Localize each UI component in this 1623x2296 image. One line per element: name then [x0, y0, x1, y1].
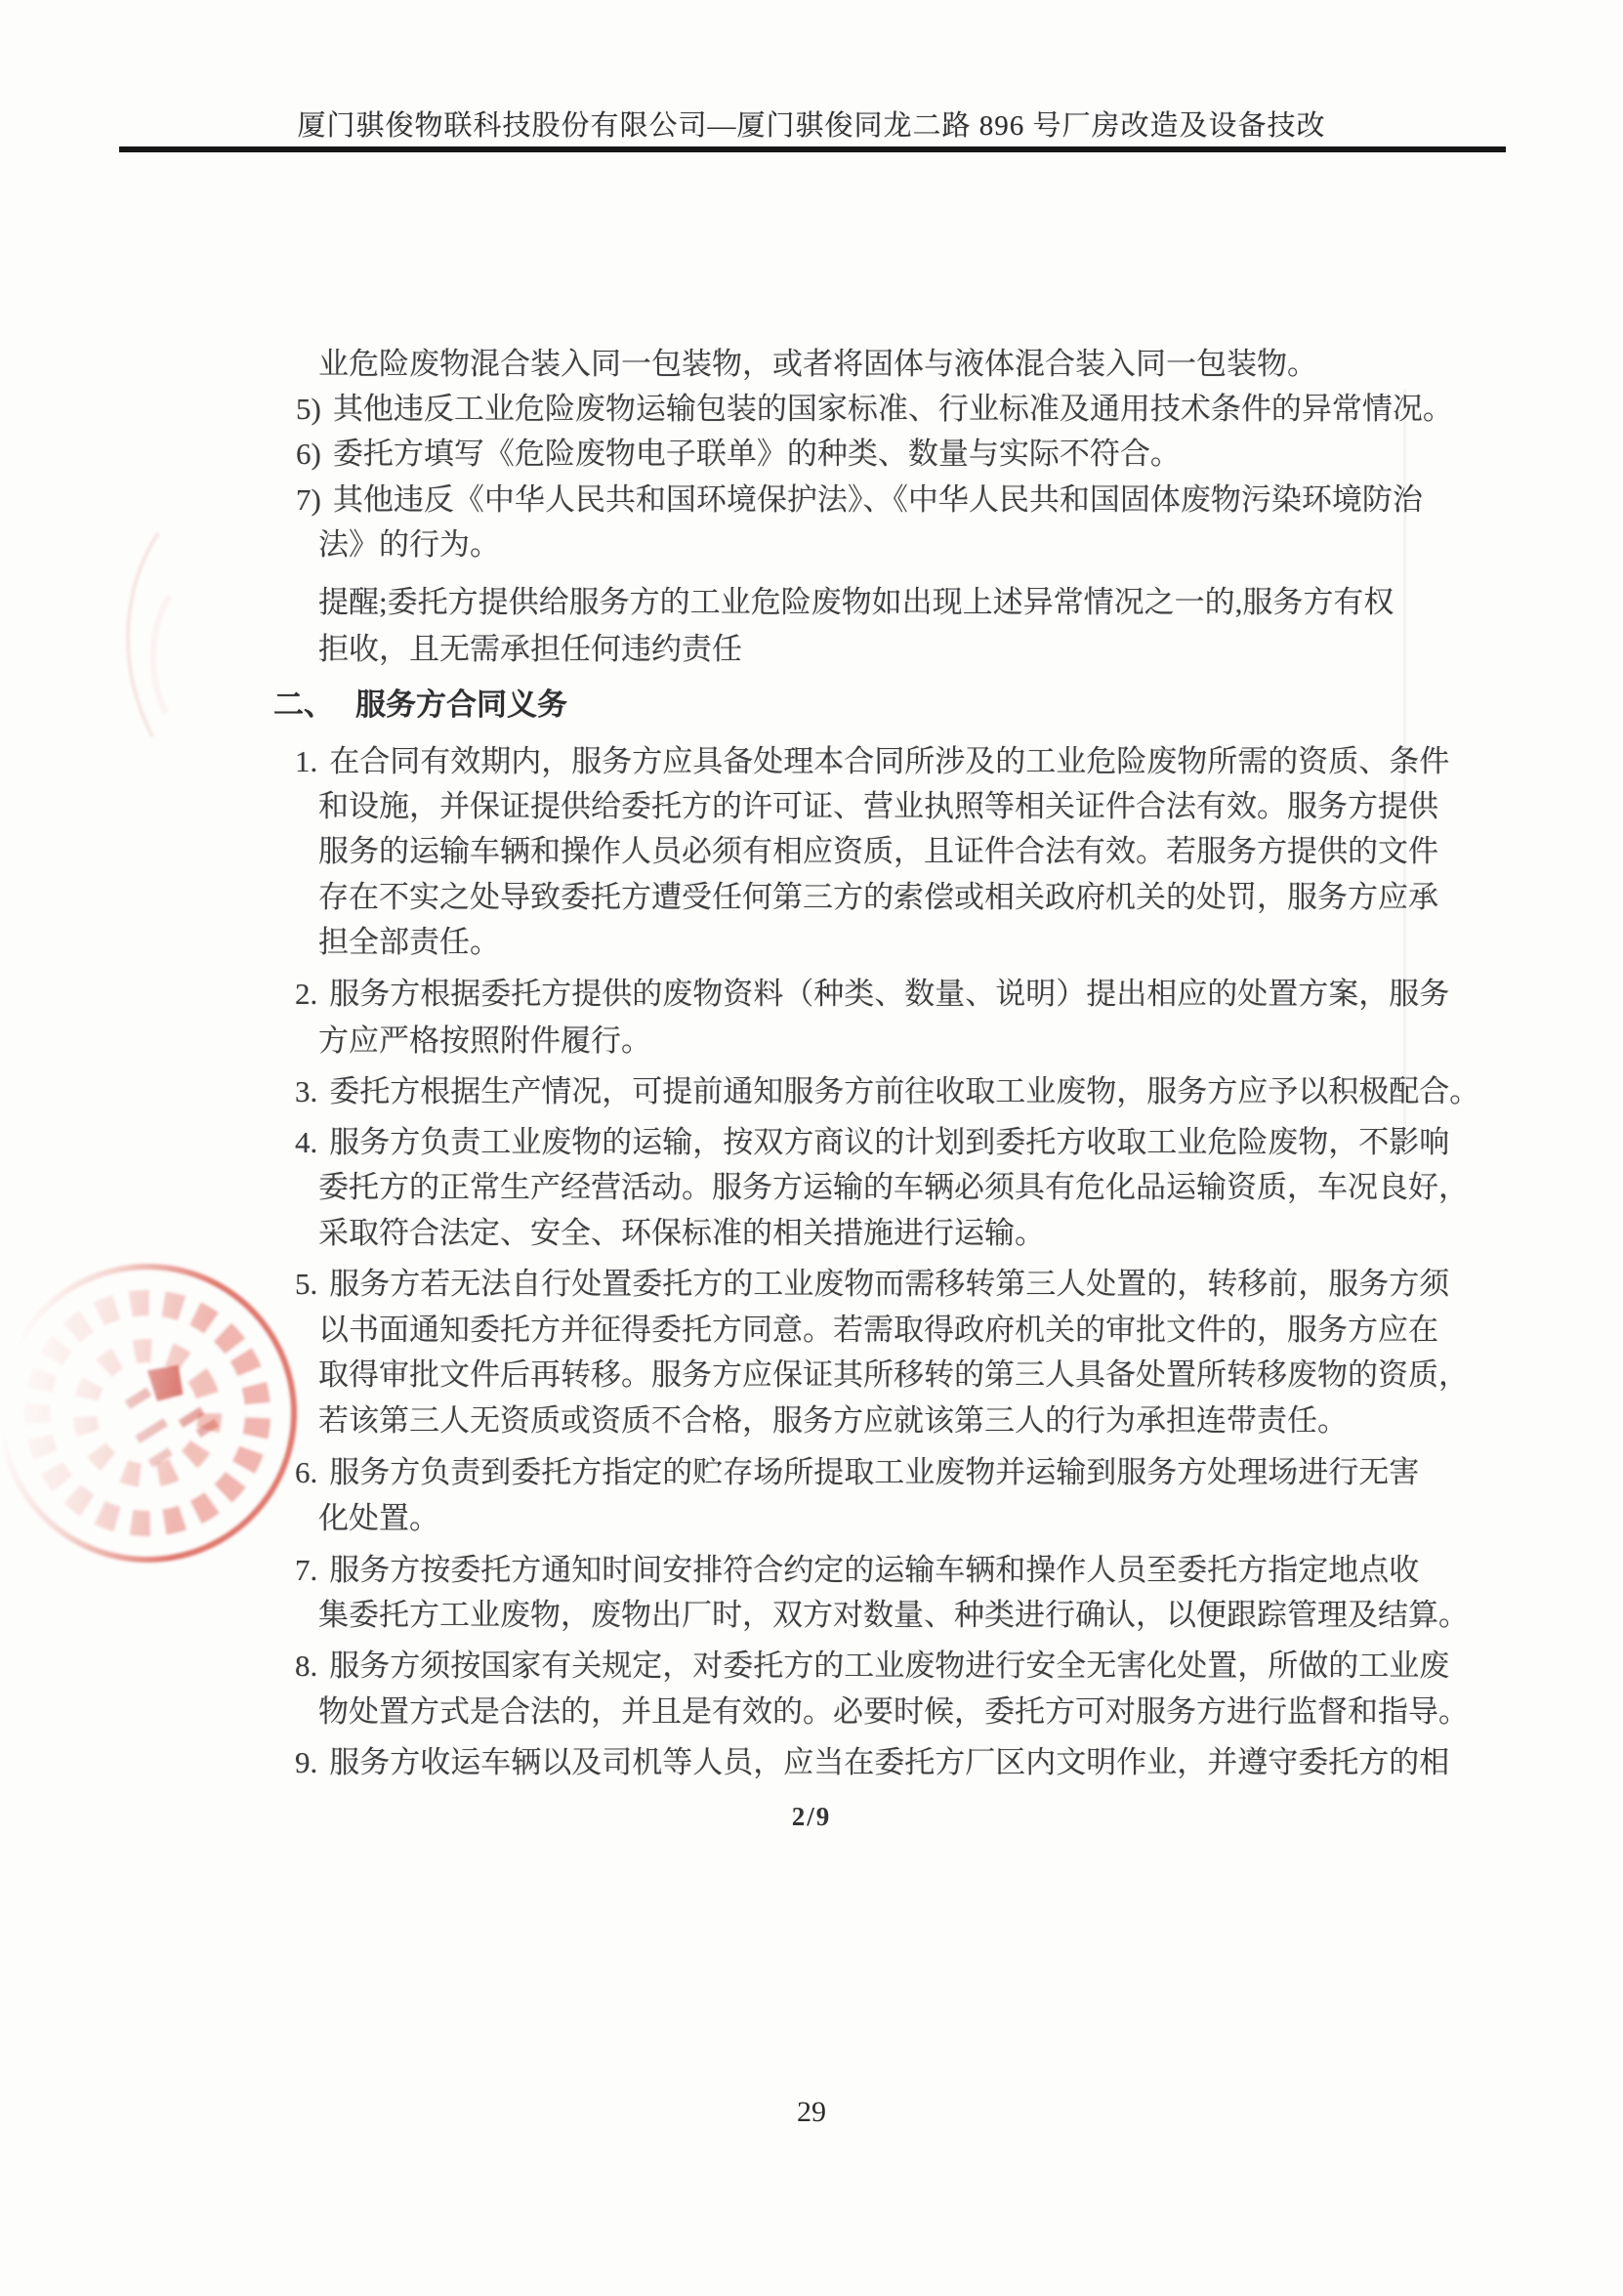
contract-line — [318, 787, 1438, 826]
line-number: 7. — [295, 1553, 318, 1587]
contract-line — [295, 1647, 1449, 1686]
contract-line — [296, 480, 1423, 520]
contract-line — [318, 1356, 1469, 1395]
line-number: 3. — [295, 1074, 318, 1108]
line-number: 6) — [296, 437, 321, 471]
header-divider-rule — [119, 146, 1506, 152]
company-seal-stamp-icon — [0, 1244, 316, 1582]
line-text: 服务的运输车辆和操作人员必须有相应资质，且证件合法有效。若服务方提供的文件 — [318, 834, 1438, 868]
contract-line — [295, 975, 1449, 1014]
contract-line — [318, 1596, 1469, 1635]
line-text: 委托方根据生产情况，可提前通知服务方前往收取工业废物，服务方应予以积极配合。 — [329, 1074, 1480, 1108]
page-number: 29 — [797, 2096, 826, 2128]
line-number: 9. — [295, 1745, 318, 1779]
line-text: 集委托方工业废物，废物出厂时，双方对数量、种类进行确认，以便跟踪管理及结算。 — [318, 1598, 1469, 1632]
contract-line — [318, 1692, 1469, 1732]
section-number: 二、 — [273, 688, 334, 722]
contract-line — [318, 832, 1438, 871]
contract-line — [318, 345, 1317, 384]
line-text: 物处置方式是合法的，并且是有效的。必要时候，委托方可对服务方进行监督和指导。 — [318, 1694, 1469, 1729]
contract-line — [318, 878, 1438, 917]
contract-line — [318, 583, 1394, 622]
line-text: 服务方若无法自行处置委托方的工业废物而需移转第三人处置的，转移前，服务方须 — [329, 1267, 1450, 1301]
contract-line — [296, 390, 1453, 429]
line-text: 若该第三人无资质或资质不合格，服务方应就该第三人的行为承担连带责任。 — [318, 1403, 1348, 1438]
contract-line — [318, 630, 742, 669]
contract-line — [295, 1551, 1419, 1590]
line-number: 8. — [295, 1649, 318, 1683]
page-indicator: 2/9 — [791, 1802, 832, 1831]
contract-line — [318, 1499, 439, 1538]
line-text: 提醒;委托方提供给服务方的工业危险废物如出现上述异常情况之一的,服务方有权 — [318, 585, 1394, 619]
line-number: 1. — [295, 744, 318, 778]
contract-line — [296, 435, 1181, 474]
line-text: 服务方根据委托方提供的废物资料（种类、数量、说明）提出相应的处置方案，服务 — [329, 977, 1450, 1011]
line-text: 服务方按委托方通知时间安排符合约定的运输车辆和操作人员至委托方指定地点收 — [329, 1553, 1420, 1587]
line-text: 担全部责任。 — [318, 925, 500, 959]
contract-line — [318, 1214, 1045, 1253]
contract-line — [295, 1265, 1449, 1304]
line-text: 其他违反《中华人民共和国环境保护法》、《中华人民共和国固体废物污染环境防治 — [332, 482, 1423, 517]
line-text: 委托方的正常生产经营活动。服务方运输的车辆必须具有危化品运输资质，车况良好， — [318, 1170, 1469, 1204]
contract-line — [318, 1311, 1438, 1350]
line-text: 其他违反工业危险废物运输包装的国家标准、行业标准及通用技术条件的异常情况。 — [332, 392, 1453, 426]
line-text: 在合同有效期内，服务方应具备处理本合同所涉及的工业危险废物所需的资质、条件 — [329, 744, 1450, 778]
contract-line — [295, 742, 1449, 781]
line-text: 化处置。 — [318, 1501, 439, 1535]
line-text: 业危险废物混合装入同一包装物，或者将固体与液体混合装入同一包装物。 — [318, 347, 1317, 381]
line-text: 法》的行为。 — [318, 527, 500, 562]
section-heading — [273, 686, 567, 725]
contract-line — [295, 1072, 1479, 1111]
line-text: 服务方负责工业废物的运输，按双方商议的计划到委托方收取工业危险废物，不影响 — [329, 1125, 1450, 1159]
line-text: 以书面通知委托方并征得委托方同意。若需取得政府机关的审批文件的，服务方应在 — [318, 1313, 1438, 1347]
line-number: 4. — [295, 1125, 318, 1159]
line-text: 方应严格按照附件履行。 — [318, 1023, 651, 1058]
section-label: 服务方合同义务 — [355, 688, 567, 722]
contract-line — [318, 923, 500, 962]
line-text: 委托方填写《危险废物电子联单》的种类、数量与实际不符合。 — [332, 437, 1181, 471]
line-number: 5) — [296, 392, 321, 426]
line-number: 6. — [295, 1455, 318, 1489]
line-text: 存在不实之处导致委托方遭受任何第三方的索偿或相关政府机关的处罚，服务方应承 — [318, 880, 1438, 914]
line-text: 和设施，并保证提供给委托方的许可证、营业执照等相关证件合法有效。服务方提供 — [318, 789, 1438, 823]
line-text: 服务方收运车辆以及司机等人员，应当在委托方厂区内文明作业，并遵守委托方的相 — [329, 1745, 1450, 1779]
contract-line — [295, 1743, 1449, 1782]
line-number: 2. — [295, 977, 318, 1011]
line-text: 采取符合法定、安全、环保标准的相关措施进行运输。 — [318, 1216, 1045, 1250]
line-text: 取得审批文件后再转移。服务方应保证其所移转的第三人具备处置所转移废物的资质， — [318, 1357, 1469, 1392]
contract-line — [295, 1123, 1449, 1162]
line-text: 服务方须按国家有关规定，对委托方的工业废物进行安全无害化处置，所做的工业废 — [329, 1649, 1450, 1683]
page-header-title: 厦门骐俊物联科技股份有限公司—厦门骐俊同龙二路 896 号厂房改造及设备技改 — [297, 110, 1326, 142]
contract-line — [318, 1401, 1348, 1440]
faint-stamp-remnant-icon — [102, 527, 189, 772]
contract-line — [295, 1453, 1419, 1492]
line-number: 5. — [295, 1267, 318, 1301]
contract-line — [318, 1168, 1469, 1207]
line-text: 拒收，且无需承担任何违约责任 — [318, 632, 742, 666]
contract-line — [318, 525, 500, 564]
line-number: 7) — [296, 482, 321, 517]
line-text: 服务方负责到委托方指定的贮存场所提取工业废物并运输到服务方处理场进行无害 — [329, 1455, 1420, 1489]
contract-line — [318, 1022, 651, 1061]
